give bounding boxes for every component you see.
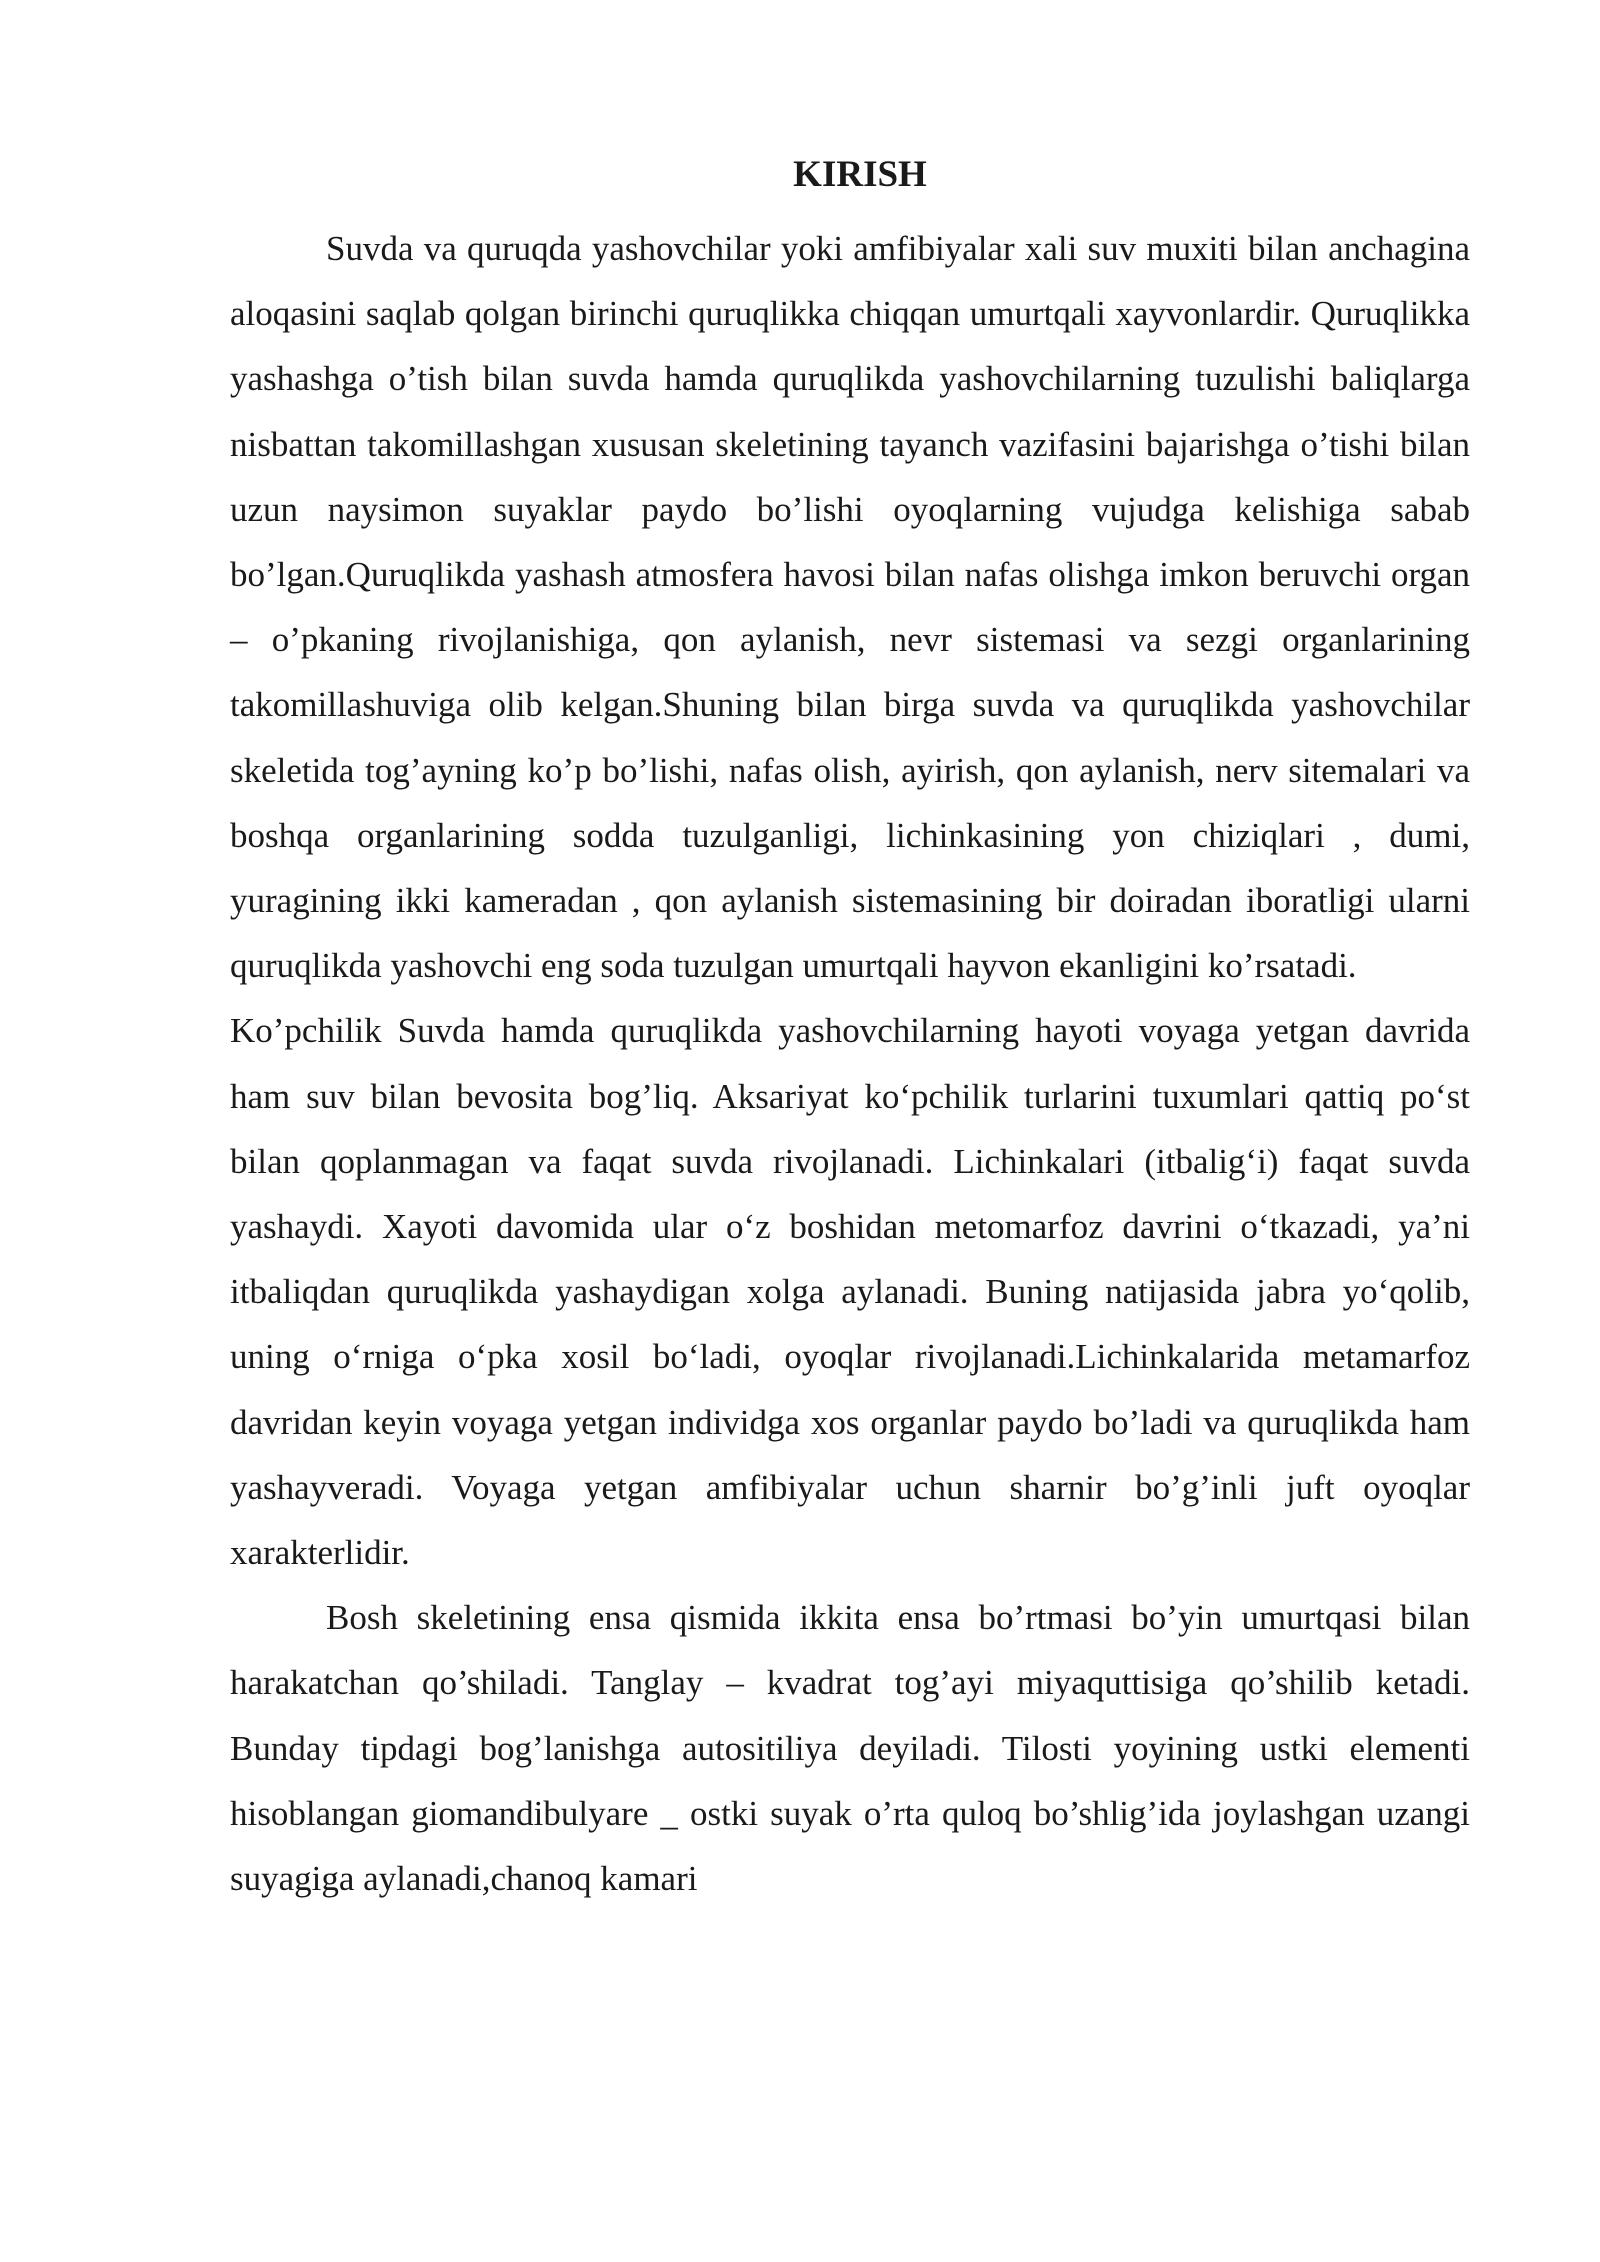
paragraph-life-cycle: Ko’pchilik Suvda hamda quruqlikda yashovchilarning hayoti voyaga yetgan davrida ham suv bilan bevosita bog’liq. Aksariyat ko‘pchilik turlarini tuxumlari qattiq po‘st bilan qoplanmagan va faqat suvda rivojlanadi. Lichinkalari (itbalig‘i) faqat suvda yashaydi. Xayoti davomida ular o‘z boshidan metomarfoz davrini o‘tkazadi, ya’ni itbaliqdan quruqlikda yashaydigan xolga aylanadi. Buning natijasida jabra yo‘qolib, uning o‘rniga o‘pka xosil bo‘ladi, oyoqlar rivojlanadi.Lichinkalarida metamarfoz davridan keyin voyaga yetgan individga xos organlar paydo bo’ladi va quruqlikda ham yashayveradi. Voyaga yetgan amfibiyalar uchun sharnir bo’g’inli juft oyoqlar xarakterlidir.: [230, 1011, 1470, 1573]
paragraph-skeleton: Bosh skeletining ensa qismida ikkita ensa bo’rtmasi bo’yin umurtqasi bilan harakatchan qo’shiladi. Tanglay – kvadrat tog’ayi miyaquttisiga qo’shilib ketadi. Bunday tipdagi bog’lanishga autositiliya deyiladi. Tilosti yoyining ustki elementi hisoblangan giomandibulyare _ ostki suyak o’rta quloq bo’shlig’ida joylashgan uzangi suyagiga aylanadi,chanoq kamari: [230, 1598, 1470, 1899]
paragraph-intro: Suvda va quruqda yashovchilar yoki amfibiyalar xali suv muxiti bilan anchagina aloqasini saqlab qolgan birinchi quruqlikka chiqqan umurtqali xayvonlardir. Quruqlikka yashashga o’tish bilan suvda hamda quruqlikda yashovchilarning tuzulishi baliqlarga nisbattan takomillashgan xususan skeletining tayanch vazifasini bajarishga o’tishi bilan uzun naysimon suyaklar paydo bo’lishi oyoqlarning vujudga kelishiga sabab bo’lgan.Quruqlikda yashash atmosfera havosi bilan nafas olishga imkon beruvchi organ – o’pkaning rivojlanishiga, qon aylanish, nevr sistemasi va sezgi organlarining takomillashuviga olib kelgan.Shuning bilan birga suvda va quruqlikda yashovchilar skeletida tog’ayning ko’p bo’lishi, nafas olish, ayirish, qon aylanish, nerv sitemalari va boshqa organlarining sodda tuzulganligi, lichinkasining yon chiziqlari , dumi, yuragining ikki kameradan , qon aylanish sistemasining bir doiradan iboratligi ularni quruqlikda yashovchi eng soda tuzulgan umurtqali hayvon ekanligini ko’rsatadi.: [230, 229, 1470, 986]
document-body: [230, 216, 1470, 1911]
page-title: KIRISH: [793, 154, 927, 195]
